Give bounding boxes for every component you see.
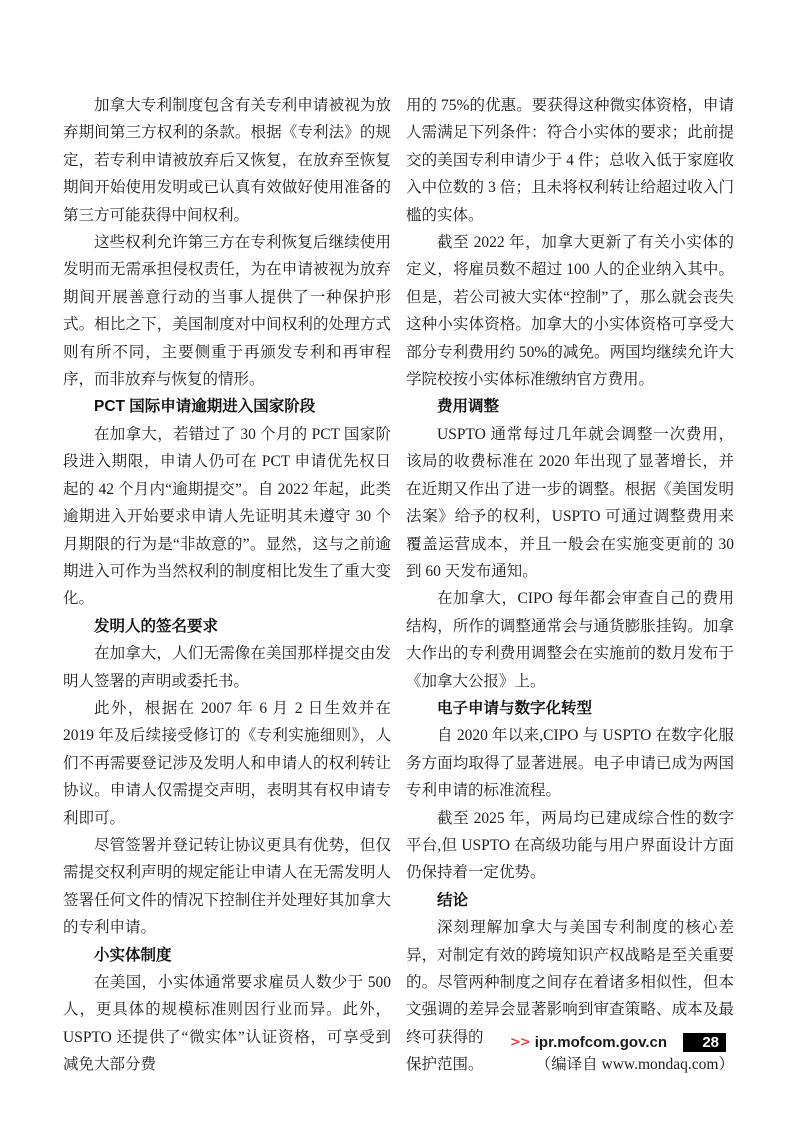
page-number-badge: 28 <box>683 1033 726 1052</box>
section-heading: 结论 <box>437 891 469 909</box>
right-column <box>406 92 734 1079</box>
paragraph: 尽管签署并登记转让协议更具有优势，但仅需提交权利声明的规定能让申请人在无需发明人签署任何文件的情况下控制住并处理好其加拿大的专利申请。 <box>63 836 391 937</box>
section-heading: 费用调整 <box>437 398 500 416</box>
closing-line <box>406 1051 734 1078</box>
paragraph: 用的 75%的优惠。要获得这种微实体资格，申请人需满足下列条件：符合小实体的要求；此前提交的美国专利申请少于 4 件；总收入低于家庭收入中位数的 3 倍；且未将权利转让给超过收入门槛的实体。 <box>406 97 734 224</box>
left-column <box>63 92 391 1079</box>
article-body <box>63 92 734 1079</box>
paragraph: 在加拿大，CIPO 每年都会审查自己的费用结构，所作的调整通常会与通货膨胀挂钩。加拿大作出的专利费用调整会在实施前的数月发布于《加拿大公报》上。 <box>406 590 734 690</box>
paragraph: 在加拿大，若错过了 30 个月的 PCT 国家阶段进入期限，申请人仍可在 PCT 申请优先权日起的 42 个月内“逾期提交”。自 2022 年起，此类逾期进入开始要求申请人先证明其未遵守 30 个月期限的行为是“非故意的”。显然，这与之前逾期进入可作为当然权利的制度相比发生了重大变化。 <box>63 425 391 608</box>
section-heading: PCT 国际申请逾期进入国家阶段 <box>94 398 316 416</box>
paragraph: 加拿大专利制度包含有关专利申请被视为放弃期间第三方权利的条款。根据《专利法》的规定，若专利申请被放弃后又恢复，在放弃至恢复期间开始使用发明或已认真有效做好使用准备的第三方可能获得中间权利。 <box>63 97 391 224</box>
chevron-right-icon: >> <box>509 1035 530 1050</box>
section-heading: 小实体制度 <box>94 946 172 964</box>
paragraph: 截至 2022 年，加拿大更新了有关小实体的定义，将雇员数不超过 100 人的企业纳入其中。但是，若公司被大实体“控制”了，那么就会丧失这种小实体资格。加拿大的小实体资格可享受大部分专利费用约 50%的减免。两国均继续允许大学院校按小实体标准缴纳官方费用。 <box>406 234 734 389</box>
paragraph: 截至 2025 年，两局均已建成综合性的数字平台,但 USPTO 在高级功能与用户界面设计方面仍保持着一定优势。 <box>406 809 734 882</box>
page-footer <box>510 1033 726 1052</box>
paragraph: 自 2020 年以来,CIPO 与 USPTO 在数字化服务方面均取得了显著进展。电子申请已成为两国专利申请的标准流程。 <box>406 727 734 800</box>
section-heading: 电子申请与数字化转型 <box>437 699 593 717</box>
paragraph: 这些权利允许第三方在专利恢复后继续使用发明而无需承担侵权责任，为在申请被视为放弃期间开展善意行动的当事人提供了一种保护形式。相比之下，美国制度对中间权利的处理方式则有所不同，主要侧重于再颁发专利和再审程序，而非放弃与恢复的情形。 <box>63 234 391 389</box>
closing-text: 保护范围。 <box>406 1056 484 1074</box>
paragraph: USPTO 通常每过几年就会调整一次费用，该局的收费标准在 2020 年出现了显著增长，并在近期又作出了进一步的调整。根据《美国发明法案》给予的权利，USPTO 可通过调整费用来覆盖运营成本，并且一般会在实施变更前的 30 到 60 天发布通知。 <box>406 425 734 580</box>
section-heading: 发明人的签名要求 <box>94 617 219 635</box>
attribution: （编译自 www.mondaq.com） <box>535 1056 734 1074</box>
paragraph: 深刻理解加拿大与美国专利制度的核心差异，对制定有效的跨境知识产权战略是至关重要的。尽管两种制度之间存在着诸多相似性，但本文强调的差异会显著影响到审查策略、成本及最终可获得的 <box>406 919 734 1046</box>
paragraph: 此外，根据在 2007 年 6 月 2 日生效并在 2019 年及后续接受修订的《专利实施细则》，人们不再需要登记涉及发明人和申请人的权利转让协议。申请人仅需提交声明，表明其有权申请专利即可。 <box>63 699 391 827</box>
footer-url: ipr.mofcom.gov.cn <box>534 1034 667 1051</box>
paragraph: 在加拿大，人们无需像在美国那样提交由发明人签署的声明或委托书。 <box>63 645 391 690</box>
paragraph: 在美国，小实体通常要求雇员人数少于 500 人，更具体的规模标准则因行业而异。此外，USPTO 还提供了“微实体”认证资格，可享受到减免大部分费 <box>63 974 391 1074</box>
